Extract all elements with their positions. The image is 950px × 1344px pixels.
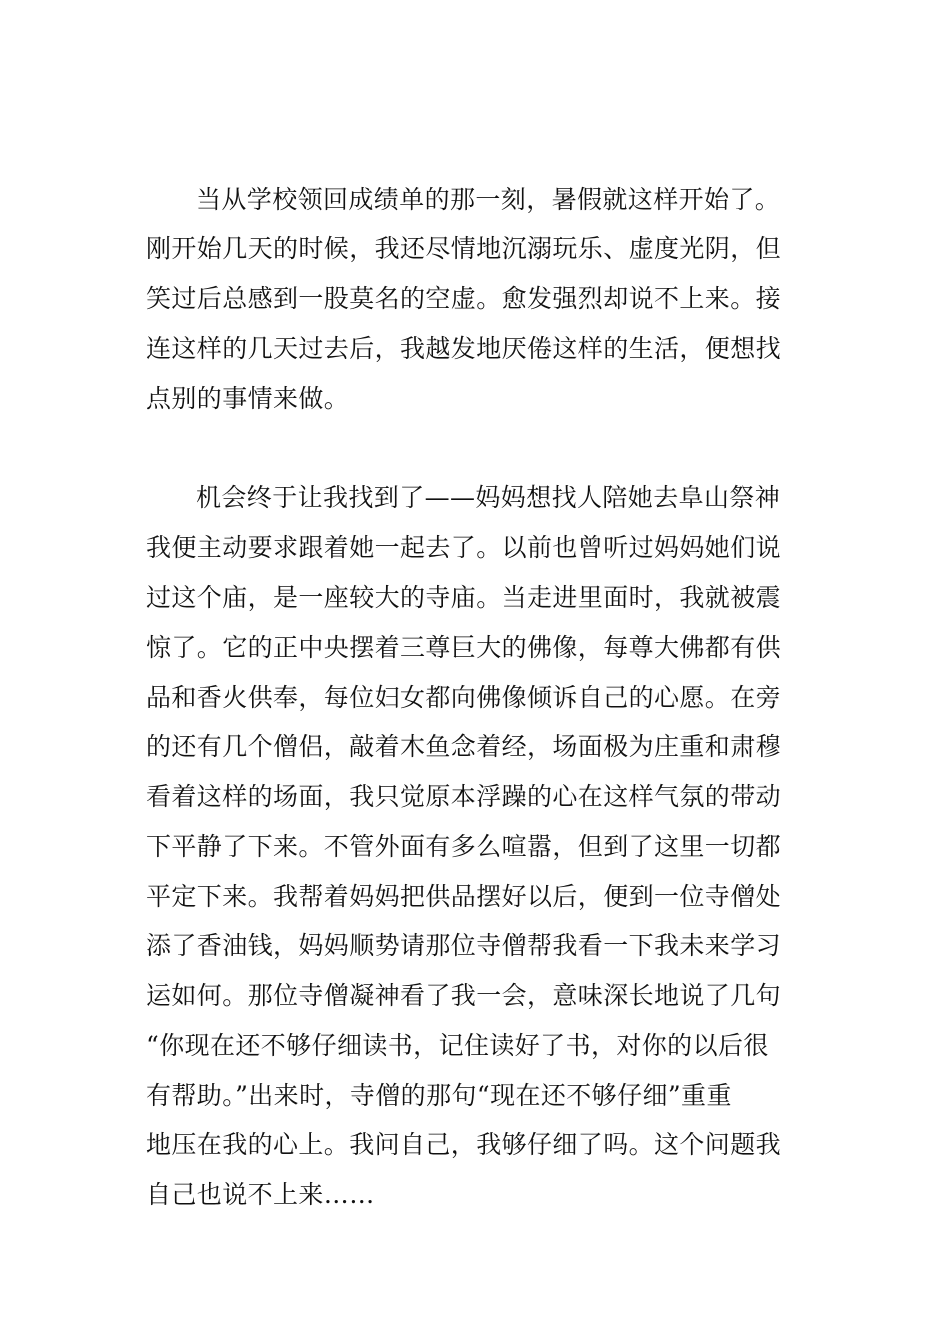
paragraph-1-line-3: 笑过后总感到一股莫名的空虚。愈发强烈却说不上来。接 xyxy=(146,284,782,313)
paragraph-1-line-2: 刚开始几天的时候，我还尽情地沉溺玩乐、虚度光阴，但 xyxy=(146,234,782,263)
paragraph-2-line-8: 下平静了下来。不管外面有多么喧嚣，但到了这里一切都 xyxy=(146,832,782,861)
paragraph-2-line-5: 品和香火供奉，每位妇女都向佛像倾诉自己的心愿。在旁 xyxy=(146,683,782,712)
paragraph-2-line-10: 添了香油钱，妈妈顺势请那位寺僧帮我看一下我未来学习 xyxy=(146,931,782,960)
paragraph-2-line-13: 有帮助。”出来时，寺僧的那句“现在还不够仔细”重重 xyxy=(146,1081,732,1110)
paragraph-1-line-5: 点别的事情来做。 xyxy=(146,384,350,413)
paragraph-2-line-1: 机会终于让我找到了——妈妈想找人陪她去阜山祭神 xyxy=(196,483,781,512)
paragraph-2-line-7: 看着这样的场面，我只觉原本浮躁的心在这样气氛的带动 xyxy=(146,782,782,811)
paragraph-2-line-15: 自己也说不上来…… xyxy=(146,1180,375,1209)
paragraph-2-line-3: 过这个庙，是一座较大的寺庙。当走进里面时，我就被震 xyxy=(146,583,782,612)
paragraph-2-line-9: 平定下来。我帮着妈妈把供品摆好以后，便到一位寺僧处 xyxy=(146,882,782,911)
paragraph-2-line-2: 我便主动要求跟着她一起去了。以前也曾听过妈妈她们说 xyxy=(146,533,782,562)
paragraph-2-line-14: 地压在我的心上。我问自己，我够仔细了吗。这个问题我 xyxy=(146,1130,782,1159)
paragraph-2-line-6: 的还有几个僧侣，敲着木鱼念着经，场面极为庄重和肃穆 xyxy=(146,732,782,761)
paragraph-2-line-11: 运如何。那位寺僧凝神看了我一会，意味深长地说了几句 xyxy=(146,981,782,1010)
paragraph-1-line-1: 当从学校领回成绩单的那一刻，暑假就这样开始了。 xyxy=(196,185,781,214)
paragraph-2-line-12: “你现在还不够仔细读书，记住读好了书，对你的以后很 xyxy=(146,1031,769,1060)
paragraph-2-line-4: 惊了。它的正中央摆着三尊巨大的佛像，每尊大佛都有供 xyxy=(146,633,782,662)
paragraph-1-line-4: 连这样的几天过去后，我越发地厌倦这样的生活，便想找 xyxy=(146,334,782,363)
